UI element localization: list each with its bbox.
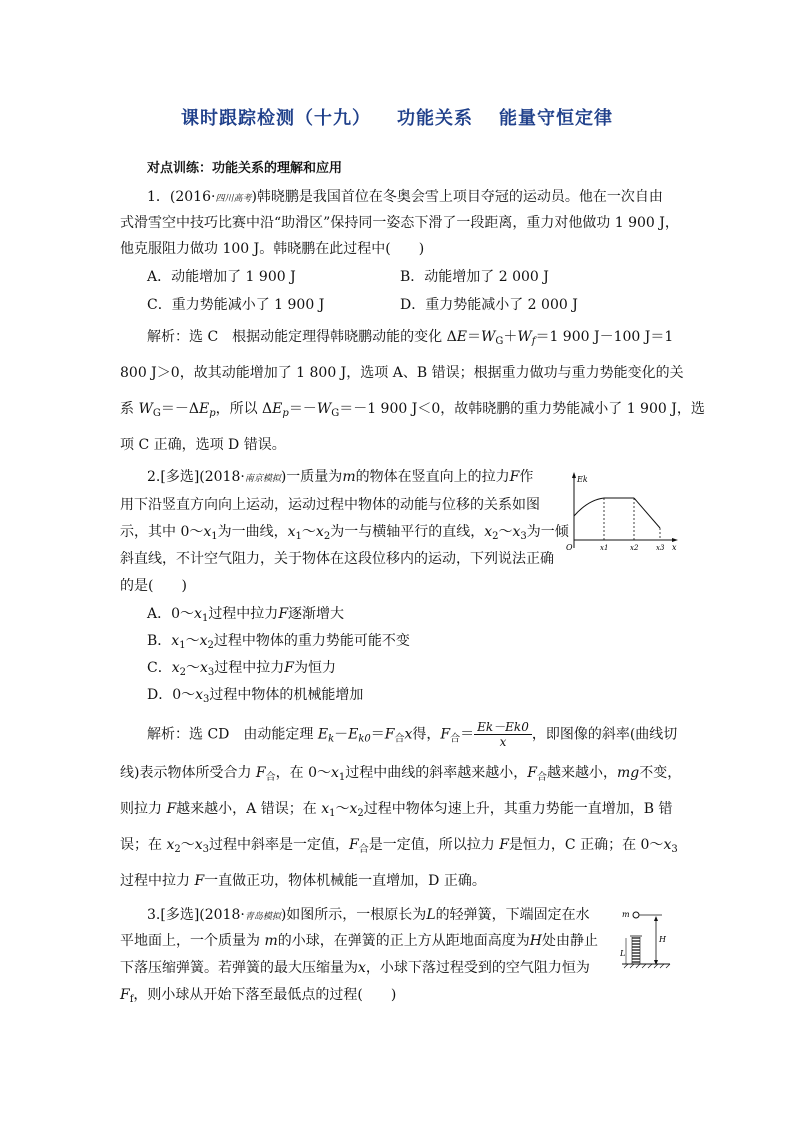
q1-option-c: C．重力势能减小了 1 900 J	[147, 297, 325, 313]
q1-answer-line-4: 项 C 正确，选项 D 错误。	[120, 437, 286, 453]
q2-stem-line-2: 用下沿竖直方向向上运动，运动过程中物体的动能与位移的关系如图	[120, 497, 540, 513]
title-part-2: 功能关系	[397, 108, 473, 129]
q2-option-c: C．$x_2\sim x_3$过程中拉力F为恒力	[147, 660, 336, 678]
q1-source: 四川高考	[215, 194, 252, 204]
spring-coils	[632, 938, 640, 962]
q2-option-a: A．$0\sim x_1$过程中拉力F逐渐增大	[147, 606, 345, 624]
q3-stem-line-1: 3.[多选](2018·青岛模拟)如图所示，一根原长为L的轻弹簧，下端固定在水	[147, 907, 590, 923]
q3-stem-line-2: 平地面上，一个质量为 m的小球，在弹簧的正上方从距地面高度为H处由静止	[120, 933, 598, 949]
title-part-3: 能量守恒定律	[499, 108, 613, 129]
q2-stem-line-4: 斜直线，不计空气阻力，关于物体在这段位移内的运动，下列说法正确	[120, 551, 554, 567]
q2-answer-line-2: 线)表示物体所受合力 $F_合$，在 $0\sim x_1$过程中曲线的斜率越来越小，$F_合$越来越小，mg不变，	[120, 765, 682, 783]
h-label: H	[659, 935, 666, 944]
x-axis-label: x	[672, 543, 677, 552]
origin-label: O	[566, 543, 573, 552]
x-axis-arrow	[672, 538, 678, 542]
spring-figure	[620, 906, 680, 976]
q2-source: 南京模拟	[244, 474, 281, 484]
q1-option-b: B．动能增加了 2 000 J	[400, 269, 549, 285]
q2-answer-line-1: 解析：选 CD 由动能定理 $E_k-E_{k0}=F_合x$得，$F_合=$ $\frac{Ek-Ek0}{x}$ ，即图像的斜率(曲线切	[147, 720, 678, 749]
fraction: $\frac{Ek-Ek0}{x}$	[474, 720, 532, 749]
q2-answer-line-3: 则拉力 F越来越小，A 错误；在 $x_1\sim x_2$过程中物体匀速上升，其重力势能一直增加，B 错	[120, 801, 673, 819]
q3-source: 青岛模拟	[244, 912, 281, 922]
q2-stem-line-3: 示，其中 $0\sim x_1$为一曲线，$x_1\sim x_2$为一与横轴平行的直线，$x_2\sim x_3$为一倾	[120, 524, 569, 542]
l-label: L	[620, 949, 626, 958]
q3-stem-line-4: $F_f$，则小球从开始下落至最低点的过程( )	[120, 987, 397, 1005]
ek-x-graph	[564, 470, 684, 554]
q2-answer-line-5: 过程中拉力 F一直做正功，物体机械能一直增加，D 正确。	[120, 873, 486, 889]
q2-stem-line-5: 的是( )	[120, 578, 187, 594]
q1-option-d: D．重力势能减小了 2 000 J	[400, 297, 578, 313]
q3-stem-line-3: 下落压缩弹簧。若弹簧的最大压缩量为x，小球下落过程受到的空气阻力恒为	[120, 960, 590, 976]
mass-label: m	[622, 910, 630, 919]
q1-stem-line-2: 式滑雪空中技巧比赛中沿“助滑区”保持同一姿态下滑了一段距离，重力对他做功 1 900 J，	[120, 215, 679, 231]
q1-stem-line-3: 他克服阻力做功 100 J。韩晓鹏在此过程中( )	[120, 241, 425, 257]
section-heading: 对点训练：功能关系的理解和应用	[147, 161, 343, 176]
y-axis-label: Ek	[577, 475, 588, 484]
page-title	[0, 104, 794, 130]
ball	[633, 912, 639, 918]
q1-option-a: A．动能增加了 1 900 J	[147, 269, 296, 285]
q2-option-d: D．$0\sim x_3$过程中物体的机械能增加	[147, 687, 364, 705]
h-arrow-top	[654, 916, 658, 921]
tick-label-x2: x2	[630, 544, 639, 552]
q1-answer-line-1: 解析：选 C 根据动能定理得韩晓鹏动能的变化 $\Delta E=W_G+W_f=1$ 900 J－100 J＝1	[147, 329, 674, 347]
tick-label-x3: x3	[656, 544, 665, 552]
curve-segment	[574, 498, 604, 516]
title-part-1: 课时跟踪检测（十九）	[181, 108, 371, 129]
q1-stem-line-1: 1．(2016·四川高考)韩晓鹏是我国首位在冬奥会雪上项目夺冠的运动员。他在一次自由	[147, 189, 663, 205]
q1-answer-line-3: 系 $W_G=-\Delta E_p$，所以 $\Delta E_p=-W_G=-1$ 900 J＜0，故韩晓鹏的重力势能减小了 1 900 J，选	[120, 401, 705, 419]
sloped-segment	[634, 498, 660, 528]
q2-stem-line-1: 2.[多选](2018·南京模拟)一质量为m的物体在竖直向上的拉力F作	[147, 469, 534, 485]
ground-hatch	[624, 964, 670, 968]
q2-answer-line-4: 误；在 $x_2\sim x_3$过程中斜率是一定值，$F_合$是一定值，所以拉力 F是恒力，C 正确；在 $0\sim x_3$	[120, 837, 678, 855]
y-axis-arrow	[572, 472, 576, 478]
q1-answer-line-2: 800 J＞0，故其动能增加了 1 800 J，选项 A、B 错误；根据重力做功与重力势能变化的关	[120, 365, 684, 381]
tick-label-x1: x1	[600, 544, 609, 552]
q2-option-b: B．$x_1\sim x_2$过程中物体的重力势能可能不变	[147, 633, 410, 651]
